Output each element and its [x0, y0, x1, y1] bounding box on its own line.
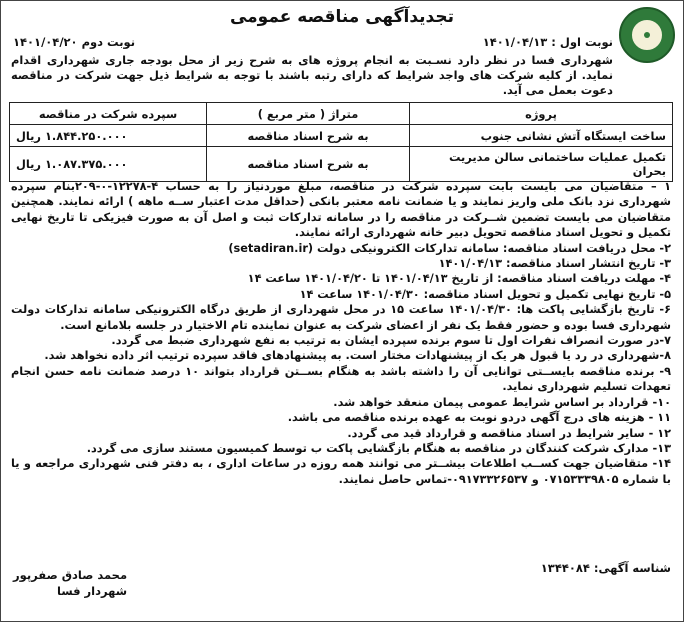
term-item: ۱۳- مدارک شرکت کنندگان در مناقصه به هنگام بازگشایی پاکت ب توسط کمیسیون مستند سازی می گردد.: [86, 441, 671, 455]
table-row: [10, 147, 673, 182]
table-header-row: [10, 103, 673, 125]
project-deposit: ۱.۸۴۴.۲۵۰.۰۰۰ ریال: [10, 125, 207, 147]
term-item: ۱ – متقاضیان می بایست بابت سپرده شرکت در مناقصه، مبلغ موردنیاز را به حساب ۴-۱۲۲۷۸-۰-۲۰۹بنام سپرده شهرداری نزد بانک ملی واریز نمایند و یا ضمانت نامه معتبر بانکی (حداقل مدت اعتبار ســه ماهه ) ارائه نمایند. همچنین متقاضیان می بایست تضمین شــرکت در مناقصه را در سامانه تدارکات ثبت و اصل آن به صورت فیزیکی تا تاریخ نهایی تکمیل و تحویل اسناد مناقصه تحویل دبیر خانه شهرداری ارائه نمایند.: [11, 180, 671, 240]
term-item: ۳- تاریخ انتشار اسناد مناقصه: ۱۴۰۱/۰۴/۱۳: [438, 257, 671, 271]
page-title: تجدیدآگهی مناقصه عمومی: [229, 7, 455, 27]
term-item: ۴- مهلت دریافت اسناد مناقصه: از تاریخ ۱۴۰۱/۰۴/۱۳ تا ۱۴۰۱/۰۴/۲۰ ساعت ۱۴: [247, 272, 671, 286]
column-header-project: پروژه: [410, 103, 673, 125]
second-turn-date: نوبت دوم ۱۴۰۱/۰۴/۲۰: [13, 35, 136, 49]
term-item: ۱۱ - هزینه های درج آگهی دردو نوبت به عهده برنده مناقصه می باشد.: [287, 411, 671, 425]
announcement-id: شناسه آگهی: ۱۳۴۴۰۸۴: [540, 561, 671, 575]
term-item: ۹- برنده مناقصه بایســتی توانایی آن را داشته باشد به هنگام بســتن قرارداد بتواند ۱۰ درصد ضمانت نامه حسن انجام تعهدات تسلیم شهرداری نماید.: [11, 364, 672, 394]
table-row: [10, 125, 673, 147]
project-name: تکمیل عملیات ساختمانی سالن مدیریت بحران: [410, 147, 673, 182]
term-item: ۱۰- قرارداد بر اساس شرایط عمومی پیمان منعقد خواهد شد.: [333, 395, 671, 409]
terms-list: [11, 179, 671, 487]
project-name: ساخت ایستگاه آتش نشانی جنوب: [410, 125, 673, 147]
term-item: ۶- تاریخ بازگشایی پاکت ها: ۱۴۰۱/۰۴/۳۰ ساعت ۱۵ در محل شهرداری از طریق درگاه الکترونیکی سامانه تدارکات دولت شهرداری فسا بوده و حضور فقط یک نفر از اعضای شرکت به عنوان نماینده تام الاختیار در جلسه بلامانع است.: [11, 303, 671, 332]
signer-title: شهردار فسا: [57, 584, 128, 598]
signature-block: [13, 567, 127, 599]
term-item: ۲- محل دریافت اسناد مناقصه: سامانه تدارکات الکترونیکی دولت (setadiran.ir): [228, 241, 671, 255]
term-item: ۱۲ - سایر شرایط در اسناد مناقصه و قرارداد قید می گردد.: [347, 426, 671, 440]
term-item: ۱۴- متقاضیان جهت کســب اطلاعات بیشــتر می توانند همه روزه در ساعات اداری ، به دفتر فنی شهرداری مراجعه و یا با شماره ۰۷۱۵۳۳۳۹۸۰۵ و ۰۹۱۷۳۳۲۶۵۳۷-تماس حاصل نمایند.: [11, 457, 671, 486]
term-item: ۷-در صورت انصراف نفرات اول تا سوم برنده سپرده ایشان به ترتیب به نفع شهرداری ضبط می گردد.: [111, 334, 671, 348]
intro-paragraph: شهرداری فسا در نظر دارد نسـبت به انجام پروژه های به شرح زیر از محل بودجه جاری شهرداری اقدام نماید. از کلیه شرکت های واجد شرایط که دارای رتبه باشند با توجه به شرایط ذیل جهت شرکت در مناقصه دعوت بعمل می آید.: [11, 53, 613, 97]
projects-table: [9, 102, 673, 182]
project-area: به شرح اسناد مناقصه: [207, 125, 410, 147]
column-header-area: متراژ ( متر مربع ): [207, 103, 410, 125]
signer-name: محمد صادق صفرپور: [13, 568, 128, 582]
first-turn-date: نوبت اول : ۱۴۰۱/۰۴/۱۳: [482, 35, 613, 49]
term-item: ۸-شهرداری در رد یا قبول هر یک از پیشنهادات مختار است. به پیشنهادهای فاقد سپرده ترتیب اثر داده نخواهد شد.: [44, 349, 671, 363]
column-header-deposit: سپرده شرکت در مناقصه: [10, 103, 207, 125]
project-deposit: ۱.۰۸۷.۳۷۵.۰۰۰ ریال: [10, 147, 207, 182]
logo-dot: [644, 32, 650, 38]
term-item: ۵- تاریخ نهایی تکمیل و تحویل اسناد مناقصه: ۱۴۰۱/۰۴/۳۰ ساعت ۱۴: [299, 287, 671, 301]
project-area: به شرح اسناد مناقصه: [207, 147, 410, 182]
